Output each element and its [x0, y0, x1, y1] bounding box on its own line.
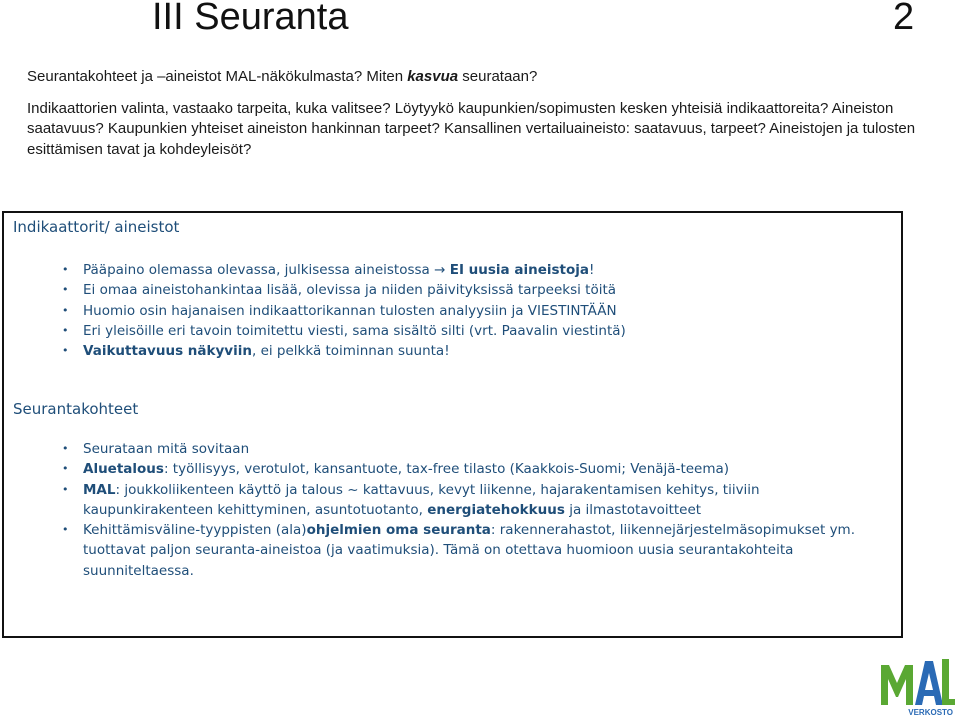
bullet-icon: •	[62, 482, 69, 496]
bullet-icon: •	[62, 442, 69, 455]
bullet-icon: •	[62, 523, 69, 537]
monitoring-list	[62, 439, 892, 581]
list-item: • Huomio osin hajanaisen indikaattorikannan tulosten analyysiin ja VIESTINTÄÄN	[62, 301, 892, 321]
bullet-icon: •	[62, 462, 69, 476]
list-item: • MAL: joukkoliikenteen käyttö ja talous ~ kattavuus, kevyt liikenne, hajarakentamisen kehitys, tiiviin kaupunkirakenteen kehittyminen, asuntotuotanto, energiatehokkuus ja ilmastotavoitteet	[62, 481, 760, 518]
section-heading-monitoring: Seurantakohteet	[13, 400, 139, 418]
bullet-icon: •	[62, 323, 69, 337]
bullet-icon: •	[62, 283, 69, 297]
slide-number: 2	[893, 0, 915, 38]
list-item: • Vaikuttavuus näkyviin, ei pelkkä toiminnan suunta!	[62, 341, 892, 361]
list-item: • Kehittämisväline-tyyppisten (ala)ohjelmien oma seuranta: rakennerahastot, liikennejärjestelmäsopimukset ym. tuottavat paljon seuranta-aineistoa (ja vaatimuksia). Tämä on otettava huomioon uusia seurantakohteita suunniteltaessa.	[62, 522, 855, 579]
intro-question-1: Seurantakohteet ja –aineistot MAL-näkökulmasta? Miten kasvua seurataan?	[27, 68, 538, 85]
mal-verkosto-logo	[879, 655, 955, 717]
bullet-icon: •	[62, 303, 69, 317]
list-item: • Eri yleisöille eri tavoin toimitettu viesti, sama sisältö silti (vrt. Paavalin viestintä)	[62, 321, 892, 341]
indicators-list	[62, 260, 892, 361]
intro-question-2: Indikaattorien valinta, vastaako tarpeita, kuka valitsee? Löytyykö kaupunkien/sopimusten kesken yhteisiä indikaattoreita? Aineiston saatavuus? Kaupunkien yhteiset aineiston hankinnan tarpeet? Kansallinen vertailuaineisto: saatavuus, tarpeet? Aineistojen ja tulosten esittämisen tavat ja kohdeyleisöt?	[27, 99, 916, 158]
slide-title: III Seuranta	[152, 0, 349, 38]
list-item: • Ei omaa aineistohankintaa lisää, olevissa ja niiden päivityksissä tarpeeksi töitä	[62, 280, 892, 300]
list-item: • Aluetalous: työllisyys, verotulot, kansantuote, tax-free tilasto (Kaakkois-Suomi; Venäjä-teema)	[62, 459, 892, 479]
arrow-icon: →	[434, 262, 446, 278]
bullet-icon: •	[62, 263, 69, 276]
logo-subtext: VERKOSTO	[908, 708, 953, 717]
tilde-icon: ~	[347, 481, 359, 498]
bullet-icon: •	[62, 344, 69, 358]
list-item: • Seurataan mitä sovitaan	[62, 439, 892, 459]
section-heading-indicators: Indikaattorit/ aineistot	[13, 218, 180, 236]
intro-text	[27, 67, 927, 160]
list-item: • Pääpaino olemassa olevassa, julkisessa aineistossa → EI uusia aineistoja!	[62, 260, 892, 280]
